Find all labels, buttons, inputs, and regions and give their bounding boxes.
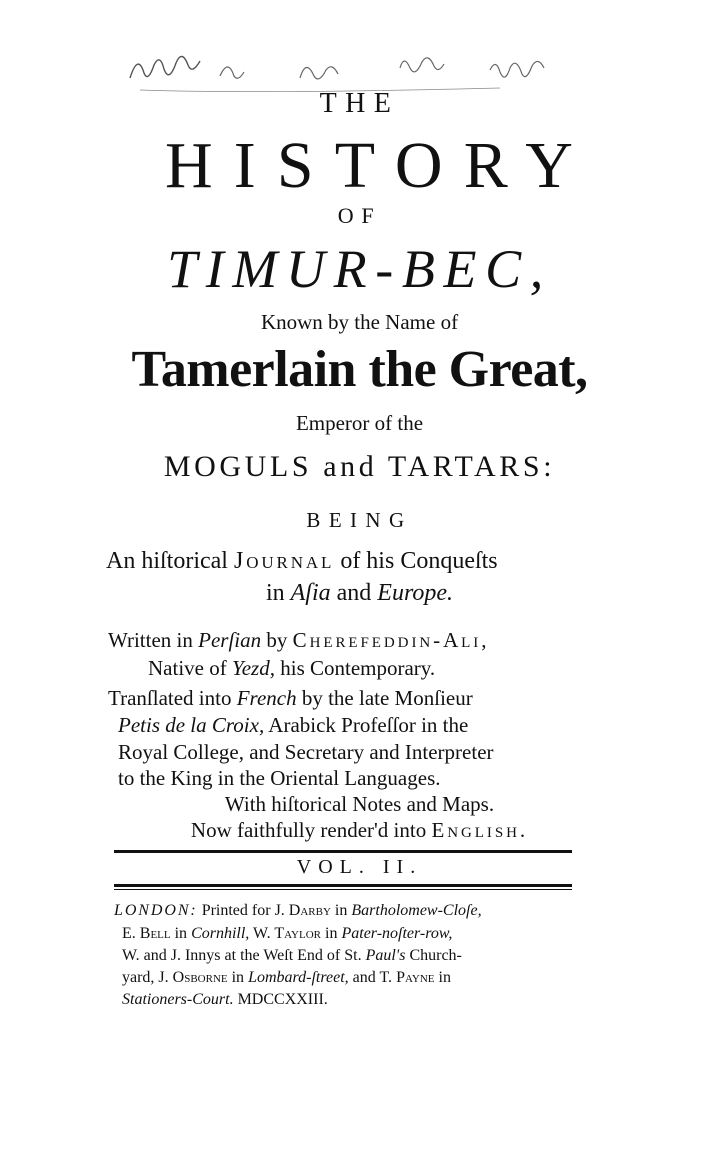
written-line-2: Native of Yezd, his Contemporary.	[148, 656, 436, 680]
description-line-1: An hiſtorical Journal of his Conqueſts	[106, 548, 498, 574]
translated-line-4: to the King in the Oriental Languages.	[118, 766, 441, 790]
known-by: Known by the Name of	[260, 310, 459, 334]
imprint-line-3: W. and J. Innys at the Weſt End of St. Paul's Church-	[122, 947, 462, 964]
emperor-of-the: Emperor of the	[295, 411, 424, 435]
written-line-1: Written in Perſian by Cherefeddin-Ali,	[108, 628, 490, 652]
volume-label: VOL. II.	[296, 856, 423, 878]
translated-line-3: Royal College, and Secretary and Interpreter	[118, 740, 494, 764]
imprint-line-4: yard, J. Osborne in Lombard-ſtreet, and T. Payne in	[122, 969, 451, 986]
translated-line-6: Now faithfully render'd into English.	[190, 818, 529, 842]
being: BEING	[306, 508, 413, 532]
translated-line-5: With hiſtorical Notes and Maps.	[224, 792, 495, 816]
moguls-and-tartars: MOGULS and TARTARS:	[163, 450, 556, 483]
imprint-line-5: Stationers-Court. MDCCXXIII.	[122, 991, 328, 1008]
translated-line-2: Petis de la Croix, Arabick Profeſſor in the	[118, 713, 469, 737]
title-history: HISTORY	[164, 129, 595, 202]
description-line-2: in Aſia and Europe.	[265, 580, 454, 606]
imprint-line-2: E. Bell in Cornhill, W. Taylor in Pater-noſter-row,	[122, 925, 453, 942]
translated-line-1: Tranſlated into French by the late Monſieur	[108, 686, 473, 710]
bottom-rule	[114, 884, 572, 887]
imprint-line-1: LONDON: Printed for J. Darby in Bartholomew-Cloſe,	[114, 902, 482, 919]
title-timur-bec: TIMUR-BEC,	[167, 239, 552, 299]
bottom-rule-thin	[114, 889, 572, 890]
title-of: OF	[337, 203, 382, 228]
top-rule	[114, 850, 572, 853]
tamerlain-the-great: Tamerlain the Great,	[131, 341, 588, 398]
title-the: THE	[319, 88, 400, 119]
